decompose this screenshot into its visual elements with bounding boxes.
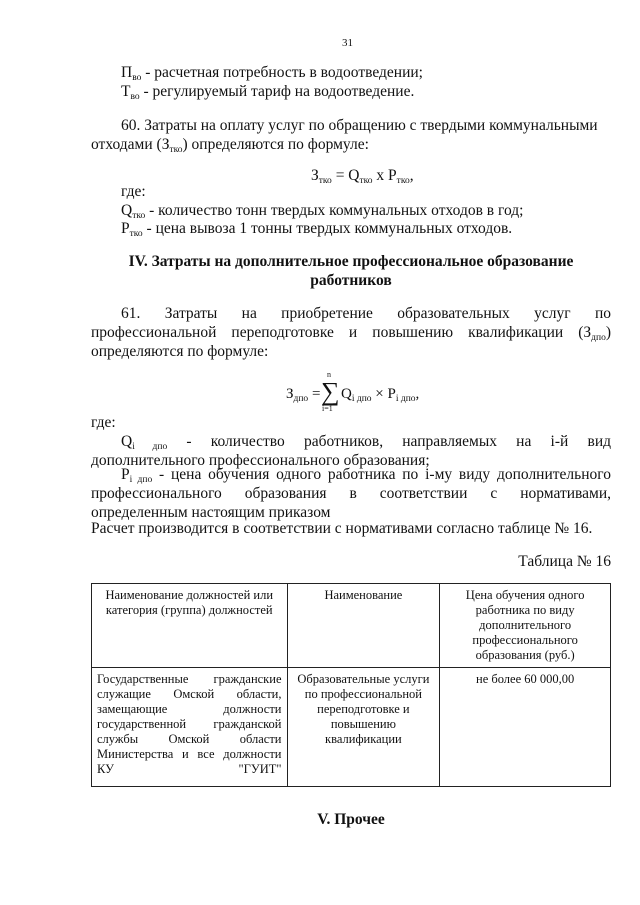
symbol: Q [121,433,133,450]
symbol: Q [121,202,133,219]
sum-sign: ∑ [321,377,340,406]
subscript: тко [132,211,146,221]
subscript: во [130,92,140,102]
subscript: i дпо [132,442,168,452]
definition-text: - цена обучения одного работника по i-му виду дополнительного [152,466,611,483]
page-number: 31 [342,37,353,49]
table-header-row [92,584,611,668]
table-cell-service: Образовательные услуги по профессиональной переподготовке и повышению квалификации [287,668,440,787]
subscript: дпо [293,394,309,404]
formula-term: x P [372,167,397,184]
formula-term: , [415,386,420,402]
table-cell-price: не более 60 000,00 [440,668,611,787]
subscript: тко [129,229,143,239]
calculation-note: Расчет производится в соответствии с нормативами согласно таблице № 16. [91,520,593,537]
formula-61-rhs [341,386,419,404]
where-label-2: где: [91,414,116,431]
definition-p-dpo-line2: профессионального образования в соответствии с нормативами, [91,485,611,502]
formula-61-lhs [286,386,320,404]
subscript: i дпо [395,394,416,404]
formula-term: = Q [331,167,360,184]
formula-term: З [311,167,319,184]
definition-text: - количество работников, направляемых на i-й вид [167,433,612,450]
text: ) [605,324,611,341]
subscript: во [132,73,142,83]
text: профессиональной переподготовке и повышению квалификации (З [91,324,592,341]
table-16 [91,583,611,787]
definition-p-dpo-line3: определенным настоящим приказом [91,504,331,521]
table-row [92,668,611,787]
sum-upper-limit: n [327,370,331,379]
paragraph-61-line3: определяются по формуле: [91,343,269,360]
definition-text: - регулируемый тариф на водоотведение. [139,83,415,100]
formula-term: , [409,167,414,184]
table-cell-positions: Государственные гражданские служащие Омской области, замещающие должности государственной гражданской службы Омской области Министерства и все должности КУ "ГУИТ" [92,668,288,787]
subscript: дпо [591,333,606,343]
subscript: тко [396,176,410,186]
formula-term: × [371,386,388,402]
text: отходами (З [91,136,170,153]
sum-lower-limit: i=1 [322,404,333,413]
symbol: P [121,466,130,483]
symbol: P [121,220,130,237]
section-4-title-line1: IV. Затраты на дополнительное профессиональное образование [128,253,574,270]
paragraph-60-line2 [91,135,369,160]
subscript: тко [169,145,183,155]
formula-60 [311,166,414,191]
paragraph-60-line1: 60. Затраты на оплату услуг по обращению с твердыми коммунальными [121,117,598,134]
table-header-cell: Наименование [287,584,440,668]
subscript: i дпо [351,394,372,404]
table-16-caption: Таблица № 16 [518,553,611,570]
formula-term: P [387,386,396,402]
definition-text: - цена вывоза 1 тонны твердых коммунальных отходов. [142,220,513,237]
paragraph-61-line1: 61. Затраты на приобретение образовательных услуг по [121,305,611,322]
formula-term: З [286,386,294,402]
definition-tvo [121,82,414,107]
subscript: i дпо [129,475,153,485]
table-header-cell: Наименование должностей или категория (группа) должностей [92,584,288,668]
text: ) определяются по формуле: [182,136,369,153]
definition-text: - расчетная потребность в водоотведении; [141,64,423,81]
definition-q-dpo-line2: дополнительного профессионального образования; [91,452,430,469]
where-label-1: где: [121,183,146,200]
symbol: П [121,64,133,81]
section-4-title-line2: работников [310,272,392,289]
table-header-cell: Цена обучения одного работника по виду дополнительного профессионального образования (руб.) [440,584,611,668]
definition-p-tko [121,219,512,244]
formula-term: = [308,386,321,402]
symbol: Т [121,83,131,100]
subscript: тко [359,176,373,186]
definition-text: - количество тонн твердых коммунальных отходов в год; [145,202,524,219]
subscript: тко [318,176,332,186]
section-5-title: V. Прочее [317,811,385,828]
formula-term: Q [341,386,352,402]
